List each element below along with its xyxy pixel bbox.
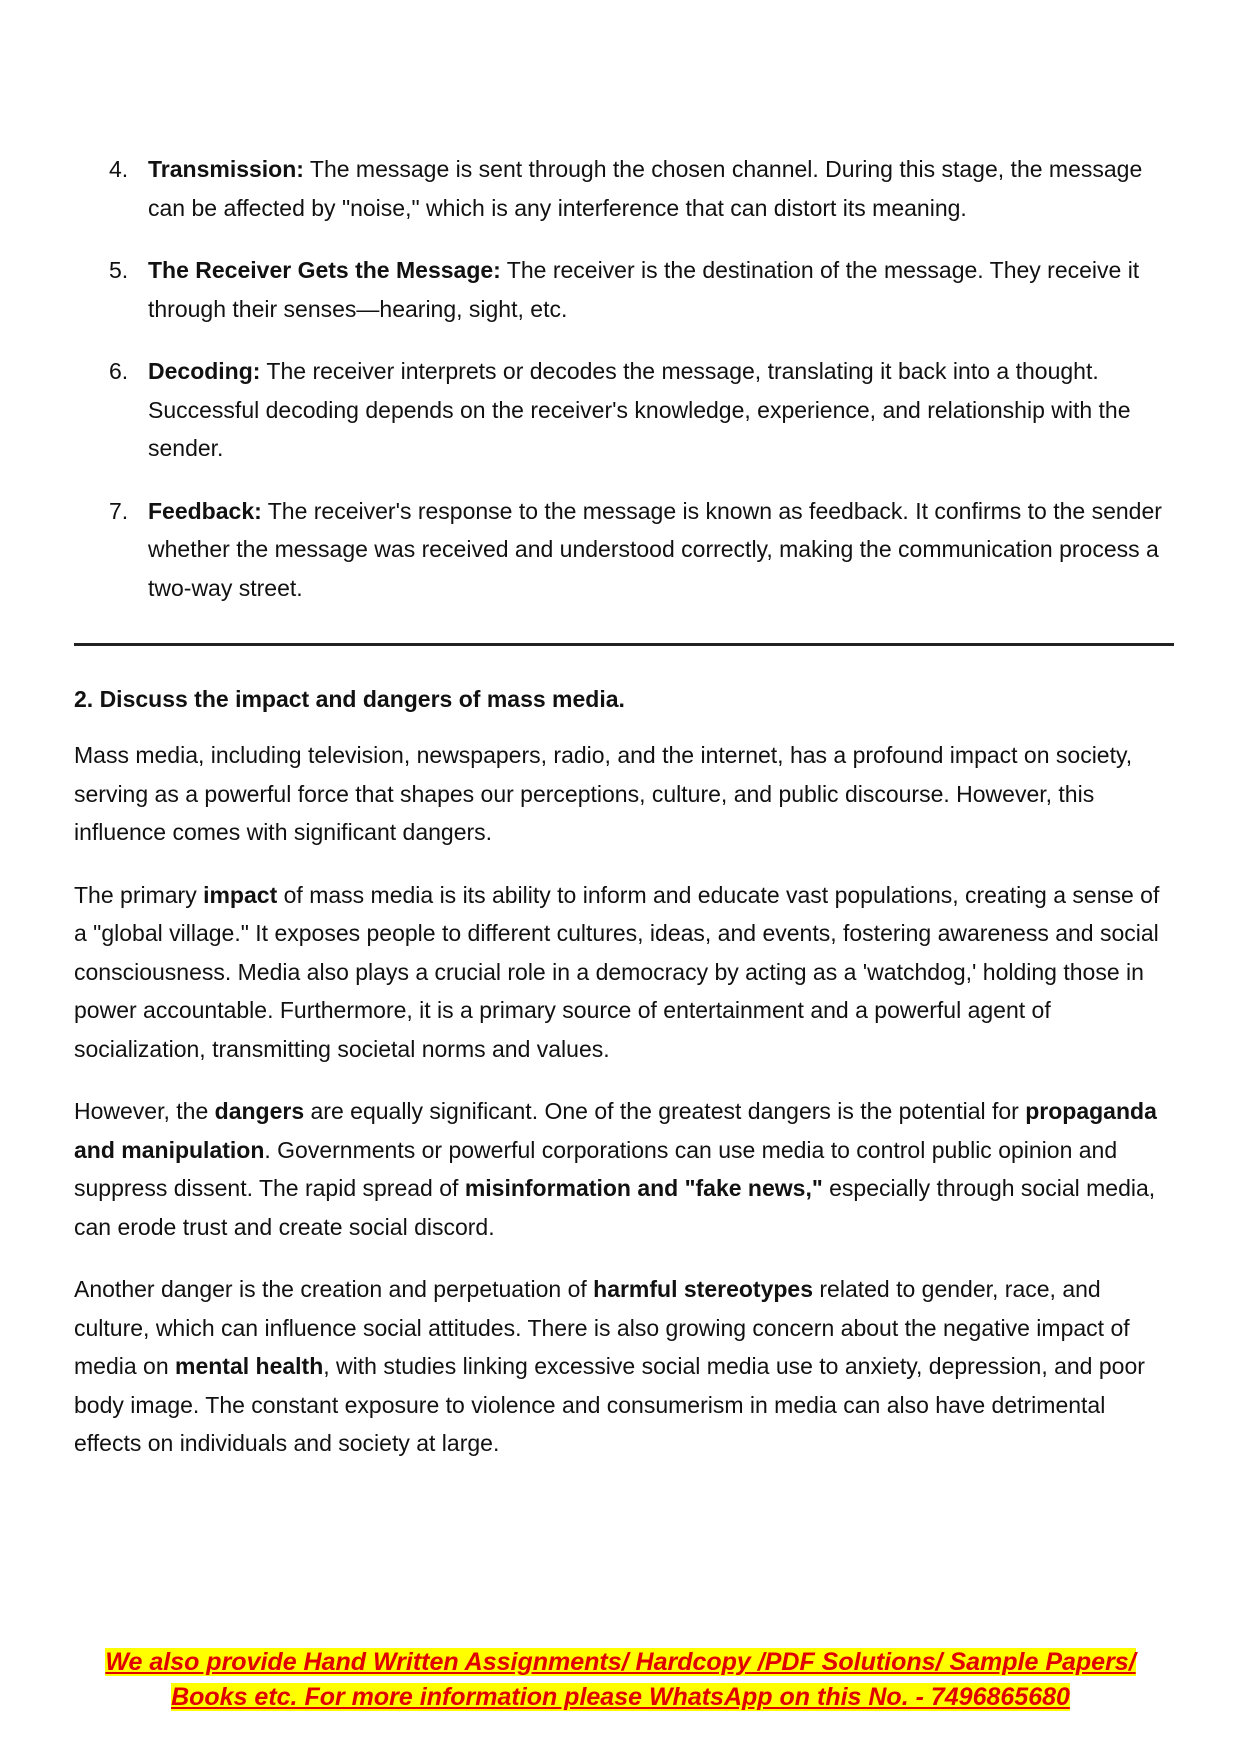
step-title: Decoding: [148, 358, 261, 384]
step-text: The receiver interprets or decodes the message, translating it back into a thought. Successful decoding depends on the receiver's knowledge, experience, and relationship with the sender. [148, 358, 1131, 461]
list-number: 6. [109, 358, 129, 384]
paragraph-impact [74, 876, 1174, 1069]
list-item [74, 150, 1174, 227]
step-title: Transmission: [148, 156, 304, 182]
emphasis-misinformation: misinformation and "fake news," [464, 1175, 823, 1201]
paragraph-dangers [74, 1092, 1174, 1246]
text-run: . Governments or powerful corporations can use media to control public opinion and suppress dissent. The rapid spread of [74, 1136, 1118, 1201]
list-number: 4. [109, 156, 129, 182]
text-run: , with studies linking excessive social media use to anxiety, depression, and poor body image. The constant exposure to violence and consumerism in media can also have detrimental effects on individuals and society at large. [74, 1353, 1145, 1456]
step-text: The receiver's response to the message is known as feedback. It confirms to the sender whether the message was received and understood correctly, making the communication process a two-way street. [148, 497, 1162, 601]
emphasis-mental-health: mental health [175, 1353, 324, 1379]
process-steps-list [74, 150, 1174, 607]
emphasis-stereotypes: harmful stereotypes [593, 1276, 813, 1302]
list-number: 5. [109, 257, 129, 283]
text-run: Another danger is the creation and perpetuation of [74, 1276, 594, 1302]
paragraph-stereotypes [74, 1270, 1174, 1463]
text-run: especially through social media, can erode trust and create social discord. [74, 1175, 1156, 1240]
step-title: Feedback: [148, 497, 262, 524]
list-item [74, 492, 1174, 608]
text-run: The primary [74, 881, 204, 908]
promo-footer [60, 1645, 1181, 1715]
step-title: The Receiver Gets the Message: [148, 257, 501, 283]
promo-line-2: Books etc. For more information please WhatsApp on this No. - 7496865680 [171, 1683, 1070, 1711]
emphasis-dangers: dangers [214, 1098, 305, 1124]
promo-line-1: We also provide Hand Written Assignments/ Hardcopy /PDF Solutions/ Sample Papers/ [105, 1648, 1136, 1676]
text-run: However, the [74, 1098, 215, 1124]
step-text: The receiver is the destination of the message. They receive it through their senses—hearing, sight, etc. [148, 257, 1140, 322]
paragraph-intro: Mass media, including television, newspapers, radio, and the internet, has a profound impact on society, serving as a powerful force that shapes our perceptions, culture, and public discourse. However, this influence comes with significant dangers. [74, 742, 1133, 845]
section-divider [74, 643, 1174, 646]
list-item [74, 251, 1174, 328]
text-run: of mass media is its ability to inform and educate vast populations, creating a sense of a "global village." It exposes people to different cultures, ideas, and events, fostering awareness and social consciousness. Media also plays a crucial role in a democracy by acting as a 'watchdog,' holding those in power accountable. Furthermore, it is a primary source of entertainment and a powerful agent of socialization, transmitting societal norms and values. [74, 881, 1160, 1062]
question-heading: 2. Discuss the impact and dangers of mass media. [74, 686, 625, 712]
step-text: The message is sent through the chosen channel. During this stage, the message can be affected by "noise," which is any interference that can distort its meaning. [148, 156, 1143, 221]
list-number: 7. [109, 497, 129, 524]
emphasis-impact: impact [203, 881, 278, 908]
text-run: are equally significant. One of the greatest dangers is the potential for [304, 1098, 1026, 1124]
emphasis-propaganda: propaganda and manipulation [74, 1098, 1157, 1163]
text-run: related to gender, race, and culture, which can influence social attitudes. There is also growing concern about the negative impact of media on [74, 1276, 1130, 1379]
content-area [74, 150, 1174, 1487]
list-item [74, 352, 1174, 468]
